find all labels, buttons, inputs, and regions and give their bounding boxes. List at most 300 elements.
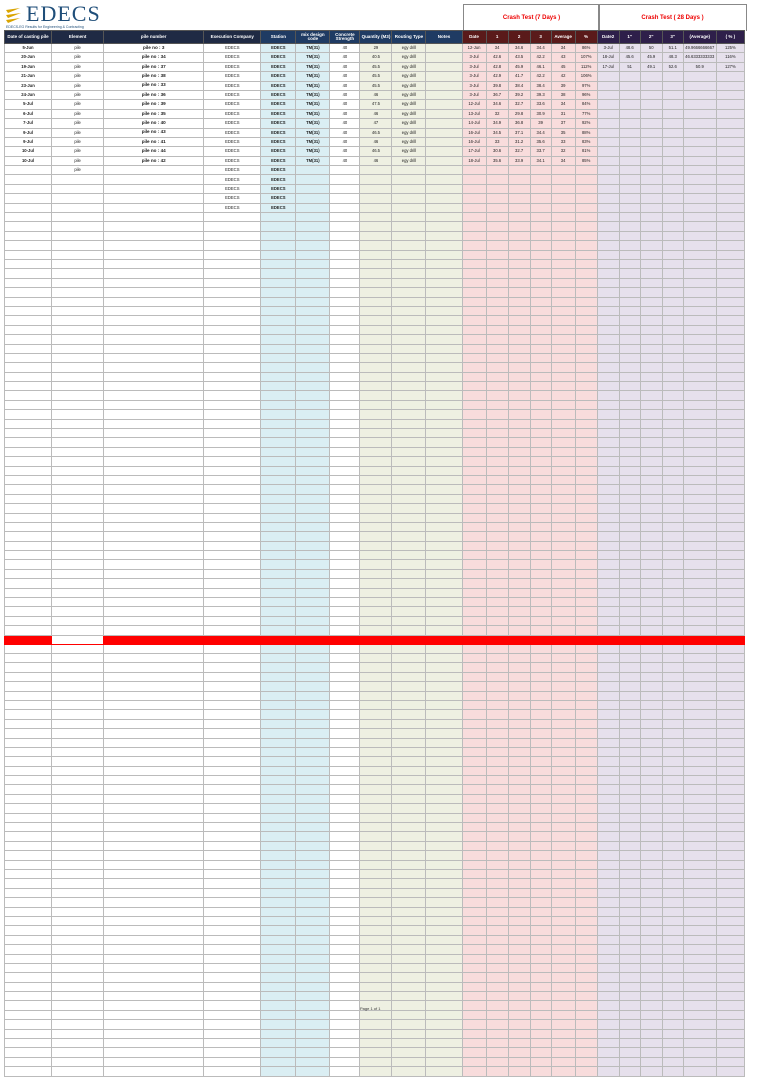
cell-crash7-date[interactable]: [462, 982, 486, 991]
cell-date-of-casting[interactable]: [5, 410, 52, 419]
cell-mix-design-code[interactable]: [296, 663, 330, 672]
cell-concrete-strength[interactable]: [330, 288, 360, 297]
cell-crash7-percent[interactable]: [575, 747, 597, 756]
cell-crash7-2[interactable]: [508, 532, 530, 541]
cell-pile-number[interactable]: [104, 982, 204, 991]
cell-crash28-average[interactable]: [683, 194, 716, 203]
cell-crash28-date[interactable]: [597, 156, 619, 165]
cell-crash7-3[interactable]: [530, 579, 551, 588]
cell-crash28-3[interactable]: [662, 607, 683, 616]
cell-crash7-percent[interactable]: [575, 560, 597, 569]
cell-crash28-date[interactable]: [597, 259, 619, 268]
cell-pile-number[interactable]: [104, 710, 204, 719]
cell-crash7-average[interactable]: 35: [551, 128, 575, 137]
cell-pile-number[interactable]: [104, 832, 204, 841]
cell-crash7-average[interactable]: [551, 738, 575, 747]
cell-crash28-date[interactable]: [597, 747, 619, 756]
cell-crash28-average[interactable]: [683, 719, 716, 728]
cell-crash28-percent[interactable]: [716, 776, 744, 785]
cell-quantity[interactable]: [360, 222, 392, 231]
cell-pile-number[interactable]: [104, 973, 204, 982]
cell-crash7-2[interactable]: [508, 551, 530, 560]
cell-quantity[interactable]: [360, 860, 392, 869]
cell-crash28-2[interactable]: [640, 1010, 662, 1019]
cell-crash28-1[interactable]: [619, 551, 640, 560]
cell-crash28-average[interactable]: [683, 710, 716, 719]
cell-routing-type[interactable]: [392, 213, 426, 222]
cell-date-of-casting[interactable]: [5, 513, 52, 522]
cell-crash28-3[interactable]: [662, 250, 683, 259]
cell-routing-type[interactable]: [392, 541, 426, 550]
cell-crash28-2[interactable]: [640, 166, 662, 175]
cell-station[interactable]: [261, 954, 296, 963]
cell-concrete-strength[interactable]: [330, 907, 360, 916]
cell-element[interactable]: [52, 691, 104, 700]
cell-crash7-3[interactable]: [530, 419, 551, 428]
cell-crash28-1[interactable]: [619, 588, 640, 597]
cell-mix-design-code[interactable]: [296, 438, 330, 447]
cell-crash28-1[interactable]: [619, 729, 640, 738]
cell-concrete-strength[interactable]: [330, 738, 360, 747]
cell-notes[interactable]: [426, 823, 462, 832]
cell-crash7-percent[interactable]: [575, 419, 597, 428]
cell-quantity[interactable]: [360, 747, 392, 756]
cell-crash7-3[interactable]: [530, 607, 551, 616]
cell-crash7-1[interactable]: [486, 654, 508, 663]
cell-crash7-3[interactable]: [530, 851, 551, 860]
cell-crash28-2[interactable]: [640, 213, 662, 222]
cell-crash28-percent[interactable]: [716, 250, 744, 259]
cell-crash28-average[interactable]: [683, 644, 716, 653]
cell-crash7-percent[interactable]: [575, 982, 597, 991]
cell-crash28-1[interactable]: [619, 1010, 640, 1019]
cell-crash28-1[interactable]: [619, 194, 640, 203]
cell-quantity[interactable]: [360, 1010, 392, 1019]
cell-crash28-date[interactable]: 3-Jul: [597, 44, 619, 53]
cell-element[interactable]: [52, 363, 104, 372]
cell-mix-design-code[interactable]: [296, 794, 330, 803]
cell-crash7-average[interactable]: [551, 729, 575, 738]
cell-crash28-3[interactable]: [662, 1067, 683, 1076]
cell-element[interactable]: [52, 391, 104, 400]
cell-routing-type[interactable]: [392, 551, 426, 560]
cell-crash7-date[interactable]: 13-Jul: [462, 109, 486, 118]
cell-crash7-1[interactable]: [486, 973, 508, 982]
cell-crash7-1[interactable]: [486, 213, 508, 222]
cell-crash28-3[interactable]: [662, 532, 683, 541]
cell-crash28-3[interactable]: [662, 569, 683, 578]
cell-crash7-2[interactable]: [508, 766, 530, 775]
cell-crash28-2[interactable]: [640, 466, 662, 475]
cell-notes[interactable]: [426, 72, 462, 81]
cell-notes[interactable]: [426, 278, 462, 287]
cell-crash28-date[interactable]: [597, 935, 619, 944]
cell-crash28-date[interactable]: [597, 353, 619, 362]
cell-element[interactable]: [52, 1039, 104, 1048]
cell-crash7-percent[interactable]: 107%: [575, 53, 597, 62]
cell-crash28-date[interactable]: [597, 626, 619, 635]
cell-execution-company[interactable]: EDECS: [204, 81, 261, 90]
cell-station[interactable]: [261, 438, 296, 447]
cell-routing-type[interactable]: [392, 823, 426, 832]
cell-mix-design-code[interactable]: [296, 231, 330, 240]
cell-element[interactable]: [52, 316, 104, 325]
cell-pile-number[interactable]: [104, 288, 204, 297]
cell-crash28-average[interactable]: [683, 963, 716, 972]
cell-crash28-average[interactable]: [683, 504, 716, 513]
cell-crash28-percent[interactable]: 127%: [716, 62, 744, 71]
cell-crash7-date[interactable]: [462, 654, 486, 663]
cell-date-of-casting[interactable]: [5, 241, 52, 250]
cell-element[interactable]: [52, 306, 104, 315]
cell-notes[interactable]: [426, 100, 462, 109]
cell-crash28-average[interactable]: [683, 672, 716, 681]
cell-crash28-percent[interactable]: [716, 607, 744, 616]
cell-crash28-1[interactable]: [619, 72, 640, 81]
cell-crash7-average[interactable]: [551, 241, 575, 250]
cell-crash28-date[interactable]: [597, 926, 619, 935]
cell-routing-type[interactable]: [392, 363, 426, 372]
cell-element[interactable]: [52, 213, 104, 222]
cell-routing-type[interactable]: [392, 663, 426, 672]
cell-element[interactable]: [52, 447, 104, 456]
cell-crash7-date[interactable]: [462, 447, 486, 456]
cell-crash7-3[interactable]: [530, 485, 551, 494]
cell-crash7-2[interactable]: [508, 560, 530, 569]
cell-mix-design-code[interactable]: [296, 344, 330, 353]
cell-date-of-casting[interactable]: [5, 363, 52, 372]
cell-crash7-1[interactable]: [486, 551, 508, 560]
cell-notes[interactable]: [426, 119, 462, 128]
cell-station[interactable]: [261, 1001, 296, 1010]
cell-mix-design-code[interactable]: [296, 419, 330, 428]
cell-quantity[interactable]: [360, 278, 392, 287]
cell-crash7-2[interactable]: [508, 710, 530, 719]
cell-crash7-1[interactable]: [486, 429, 508, 438]
cell-crash7-3[interactable]: [530, 344, 551, 353]
cell-crash7-1[interactable]: 34.6: [486, 100, 508, 109]
cell-notes[interactable]: [426, 926, 462, 935]
cell-crash7-1[interactable]: [486, 907, 508, 916]
cell-crash7-3[interactable]: [530, 429, 551, 438]
cell-notes[interactable]: [426, 147, 462, 156]
cell-crash28-2[interactable]: [640, 954, 662, 963]
cell-crash28-percent[interactable]: [716, 372, 744, 381]
cell-concrete-strength[interactable]: [330, 541, 360, 550]
cell-crash28-percent[interactable]: [716, 203, 744, 212]
cell-crash28-1[interactable]: 45.6: [619, 53, 640, 62]
cell-crash28-average[interactable]: [683, 1048, 716, 1057]
cell-crash28-average[interactable]: [683, 335, 716, 344]
cell-concrete-strength[interactable]: [330, 682, 360, 691]
cell-crash28-date[interactable]: [597, 982, 619, 991]
cell-crash28-3[interactable]: [662, 747, 683, 756]
cell-crash28-3[interactable]: [662, 1029, 683, 1038]
cell-crash28-2[interactable]: [640, 757, 662, 766]
cell-crash7-percent[interactable]: 83%: [575, 137, 597, 146]
cell-mix-design-code[interactable]: [296, 288, 330, 297]
cell-crash28-percent[interactable]: [716, 184, 744, 193]
cell-crash7-average[interactable]: [551, 194, 575, 203]
cell-crash28-date[interactable]: [597, 672, 619, 681]
cell-pile-number[interactable]: [104, 654, 204, 663]
cell-crash28-3[interactable]: [662, 522, 683, 531]
cell-quantity[interactable]: [360, 457, 392, 466]
cell-quantity[interactable]: [360, 306, 392, 315]
cell-crash7-3[interactable]: [530, 316, 551, 325]
cell-crash7-date[interactable]: [462, 888, 486, 897]
cell-crash7-1[interactable]: 30.6: [486, 147, 508, 156]
cell-concrete-strength[interactable]: [330, 466, 360, 475]
cell-crash7-date[interactable]: [462, 926, 486, 935]
cell-crash28-average[interactable]: [683, 457, 716, 466]
cell-crash7-1[interactable]: 39.8: [486, 81, 508, 90]
cell-crash7-percent[interactable]: [575, 522, 597, 531]
cell-crash28-average[interactable]: [683, 747, 716, 756]
cell-element[interactable]: [52, 1001, 104, 1010]
cell-crash7-percent[interactable]: 77%: [575, 109, 597, 118]
cell-crash7-2[interactable]: [508, 916, 530, 925]
cell-routing-type[interactable]: [392, 935, 426, 944]
cell-notes[interactable]: [426, 907, 462, 916]
cell-crash28-percent[interactable]: [716, 598, 744, 607]
cell-crash28-average[interactable]: [683, 804, 716, 813]
cell-routing-type[interactable]: [392, 532, 426, 541]
cell-crash28-2[interactable]: [640, 72, 662, 81]
cell-crash7-1[interactable]: [486, 598, 508, 607]
cell-crash28-1[interactable]: [619, 973, 640, 982]
cell-station[interactable]: EDECS: [261, 81, 296, 90]
cell-quantity[interactable]: [360, 916, 392, 925]
cell-crash28-3[interactable]: [662, 513, 683, 522]
cell-date-of-casting[interactable]: [5, 438, 52, 447]
cell-crash7-date[interactable]: [462, 457, 486, 466]
cell-crash7-date[interactable]: [462, 522, 486, 531]
cell-crash28-2[interactable]: [640, 832, 662, 841]
cell-crash7-2[interactable]: [508, 278, 530, 287]
cell-crash7-average[interactable]: [551, 410, 575, 419]
cell-routing-type[interactable]: [392, 316, 426, 325]
cell-execution-company[interactable]: [204, 438, 261, 447]
cell-crash28-2[interactable]: [640, 316, 662, 325]
cell-crash7-1[interactable]: [486, 269, 508, 278]
cell-mix-design-code[interactable]: TM(31): [296, 128, 330, 137]
cell-concrete-strength[interactable]: [330, 598, 360, 607]
cell-station[interactable]: [261, 1067, 296, 1076]
cell-crash28-2[interactable]: [640, 259, 662, 268]
cell-execution-company[interactable]: [204, 757, 261, 766]
cell-crash28-date[interactable]: [597, 898, 619, 907]
cell-crash28-date[interactable]: 17-Jul: [597, 62, 619, 71]
cell-crash7-2[interactable]: [508, 626, 530, 635]
cell-pile-number[interactable]: pile no : 38: [104, 72, 204, 81]
cell-crash28-1[interactable]: [619, 823, 640, 832]
cell-crash28-date[interactable]: [597, 109, 619, 118]
cell-quantity[interactable]: 45.5: [360, 62, 392, 71]
cell-routing-type[interactable]: [392, 700, 426, 709]
cell-concrete-strength[interactable]: [330, 184, 360, 193]
cell-crash28-3[interactable]: [662, 541, 683, 550]
cell-crash7-3[interactable]: [530, 804, 551, 813]
cell-mix-design-code[interactable]: [296, 372, 330, 381]
cell-pile-number[interactable]: pile no : 44: [104, 147, 204, 156]
cell-crash7-1[interactable]: [486, 729, 508, 738]
cell-crash7-1[interactable]: 42.6: [486, 53, 508, 62]
cell-routing-type[interactable]: [392, 438, 426, 447]
cell-crash28-percent[interactable]: [716, 259, 744, 268]
cell-crash7-1[interactable]: [486, 353, 508, 362]
cell-crash28-2[interactable]: [640, 241, 662, 250]
cell-crash28-date[interactable]: [597, 288, 619, 297]
cell-crash7-1[interactable]: [486, 184, 508, 193]
cell-crash28-date[interactable]: [597, 963, 619, 972]
cell-notes[interactable]: [426, 222, 462, 231]
cell-pile-number[interactable]: [104, 438, 204, 447]
cell-routing-type[interactable]: [392, 194, 426, 203]
cell-concrete-strength[interactable]: [330, 344, 360, 353]
cell-notes[interactable]: [426, 44, 462, 53]
cell-station[interactable]: [261, 851, 296, 860]
cell-routing-type[interactable]: [392, 344, 426, 353]
cell-crash7-3[interactable]: [530, 213, 551, 222]
cell-crash28-1[interactable]: [619, 81, 640, 90]
cell-routing-type[interactable]: [392, 1001, 426, 1010]
cell-crash28-date[interactable]: [597, 438, 619, 447]
cell-crash7-3[interactable]: [530, 410, 551, 419]
cell-crash28-average[interactable]: [683, 626, 716, 635]
cell-concrete-strength[interactable]: [330, 241, 360, 250]
cell-execution-company[interactable]: [204, 579, 261, 588]
cell-crash7-2[interactable]: [508, 485, 530, 494]
cell-crash7-1[interactable]: [486, 325, 508, 334]
cell-crash28-1[interactable]: [619, 813, 640, 822]
cell-notes[interactable]: [426, 607, 462, 616]
cell-crash7-2[interactable]: [508, 700, 530, 709]
cell-date-of-casting[interactable]: [5, 175, 52, 184]
cell-crash7-date[interactable]: [462, 335, 486, 344]
cell-crash28-percent[interactable]: [716, 982, 744, 991]
cell-concrete-strength[interactable]: [330, 316, 360, 325]
cell-station[interactable]: EDECS: [261, 109, 296, 118]
cell-execution-company[interactable]: [204, 598, 261, 607]
cell-concrete-strength[interactable]: [330, 1067, 360, 1076]
cell-crash7-3[interactable]: [530, 1057, 551, 1066]
cell-routing-type[interactable]: [392, 1057, 426, 1066]
cell-mix-design-code[interactable]: TM(31): [296, 137, 330, 146]
cell-crash7-3[interactable]: [530, 494, 551, 503]
cell-crash28-date[interactable]: [597, 691, 619, 700]
cell-element[interactable]: [52, 935, 104, 944]
cell-concrete-strength[interactable]: [330, 776, 360, 785]
cell-crash7-date[interactable]: [462, 306, 486, 315]
cell-execution-company[interactable]: [204, 551, 261, 560]
cell-mix-design-code[interactable]: [296, 813, 330, 822]
cell-crash28-average[interactable]: [683, 119, 716, 128]
cell-concrete-strength[interactable]: [330, 475, 360, 484]
cell-notes[interactable]: [426, 316, 462, 325]
cell-crash7-average[interactable]: 45: [551, 62, 575, 71]
cell-crash28-date[interactable]: [597, 869, 619, 878]
cell-crash28-3[interactable]: [662, 166, 683, 175]
cell-crash7-1[interactable]: [486, 203, 508, 212]
cell-concrete-strength[interactable]: [330, 588, 360, 597]
cell-routing-type[interactable]: [392, 250, 426, 259]
cell-crash28-1[interactable]: [619, 626, 640, 635]
cell-crash28-percent[interactable]: [716, 588, 744, 597]
cell-crash7-3[interactable]: [530, 823, 551, 832]
cell-crash28-1[interactable]: [619, 475, 640, 484]
cell-crash28-2[interactable]: [640, 438, 662, 447]
cell-crash28-2[interactable]: [640, 382, 662, 391]
cell-crash7-2[interactable]: [508, 1001, 530, 1010]
cell-crash28-date[interactable]: [597, 1020, 619, 1029]
cell-pile-number[interactable]: [104, 372, 204, 381]
cell-crash28-2[interactable]: [640, 607, 662, 616]
cell-routing-type[interactable]: [392, 804, 426, 813]
cell-crash7-1[interactable]: [486, 250, 508, 259]
cell-routing-type[interactable]: [392, 297, 426, 306]
cell-element[interactable]: [52, 898, 104, 907]
cell-pile-number[interactable]: [104, 757, 204, 766]
cell-notes[interactable]: [426, 785, 462, 794]
cell-mix-design-code[interactable]: [296, 203, 330, 212]
cell-station[interactable]: [261, 616, 296, 625]
cell-crash7-percent[interactable]: [575, 297, 597, 306]
cell-concrete-strength[interactable]: [330, 1039, 360, 1048]
cell-crash28-2[interactable]: [640, 109, 662, 118]
cell-element[interactable]: [52, 1048, 104, 1057]
cell-crash28-average[interactable]: [683, 128, 716, 137]
cell-crash7-average[interactable]: [551, 541, 575, 550]
cell-element[interactable]: [52, 250, 104, 259]
cell-crash28-average[interactable]: [683, 841, 716, 850]
cell-crash28-percent[interactable]: [716, 447, 744, 456]
cell-station[interactable]: [261, 935, 296, 944]
cell-crash28-average[interactable]: [683, 776, 716, 785]
cell-crash7-date[interactable]: [462, 738, 486, 747]
cell-routing-type[interactable]: [392, 353, 426, 362]
cell-quantity[interactable]: [360, 194, 392, 203]
cell-crash7-average[interactable]: [551, 560, 575, 569]
cell-crash7-1[interactable]: 34: [486, 44, 508, 53]
cell-crash7-1[interactable]: [486, 982, 508, 991]
cell-pile-number[interactable]: [104, 475, 204, 484]
cell-crash28-1[interactable]: [619, 288, 640, 297]
cell-mix-design-code[interactable]: [296, 992, 330, 1001]
cell-station[interactable]: [261, 888, 296, 897]
cell-crash28-date[interactable]: [597, 841, 619, 850]
cell-crash28-percent[interactable]: [716, 747, 744, 756]
cell-crash7-date[interactable]: 16-Jul: [462, 137, 486, 146]
cell-crash28-date[interactable]: [597, 119, 619, 128]
cell-crash7-1[interactable]: [486, 719, 508, 728]
cell-notes[interactable]: [426, 137, 462, 146]
cell-element[interactable]: [52, 607, 104, 616]
cell-concrete-strength[interactable]: [330, 869, 360, 878]
cell-crash28-2[interactable]: [640, 184, 662, 193]
cell-element[interactable]: [52, 194, 104, 203]
cell-routing-type[interactable]: [392, 738, 426, 747]
cell-crash7-3[interactable]: [530, 672, 551, 681]
cell-crash28-average[interactable]: [683, 898, 716, 907]
cell-pile-number[interactable]: [104, 335, 204, 344]
cell-quantity[interactable]: [360, 945, 392, 954]
cell-crash28-3[interactable]: 52.6: [662, 62, 683, 71]
cell-crash7-average[interactable]: [551, 335, 575, 344]
cell-crash7-average[interactable]: 32: [551, 147, 575, 156]
cell-date-of-casting[interactable]: [5, 832, 52, 841]
cell-crash7-average[interactable]: 37: [551, 119, 575, 128]
